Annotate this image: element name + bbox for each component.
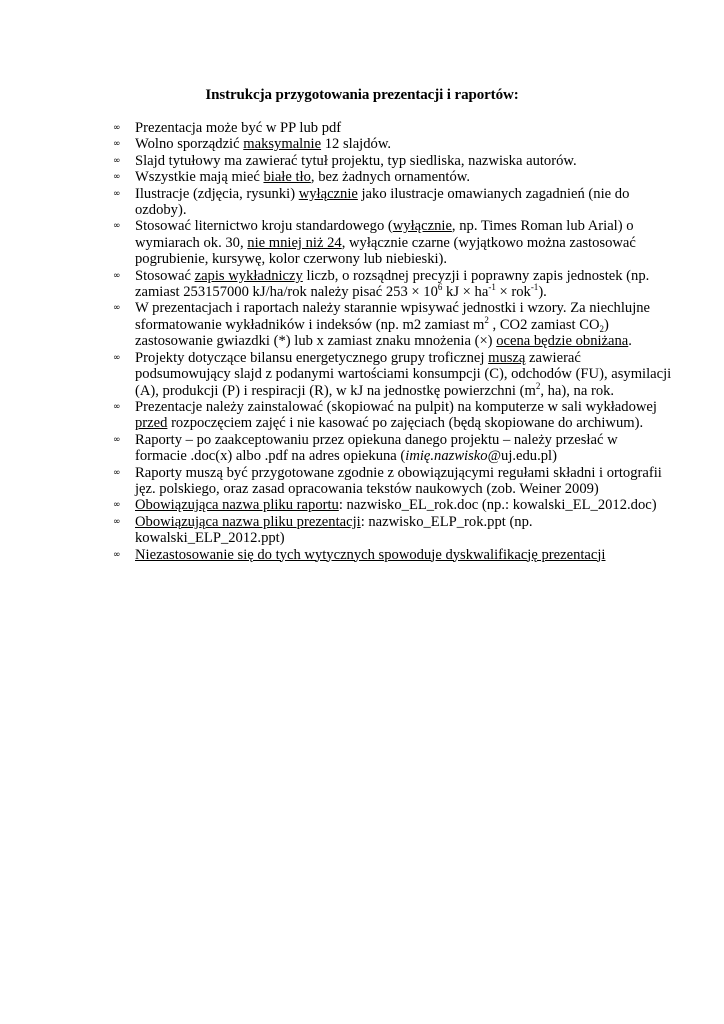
- infinity-icon: ∞: [113, 123, 121, 133]
- list-item: ∞ Ilustracje (zdjęcia, rysunki) wyłącznie jako ilustracje omawianych zagadnień (nie do ozdoby).: [113, 185, 630, 219]
- list-item: ∞ W prezentacjach i raportach należy starannie wpisywać jednostki i wzory. Za niechlujne sformatowanie wykładników i indeksów (np. m2 zamiast $m^2$ , CO2 zamiast $CO_2$) zastosowanie gwiazdki (*) lub x zamiast znaku mnożenia (×) ocena będzie obniżana.: [113, 300, 651, 350]
- list-item: ∞ Raporty muszą być przygotowane zgodnie z obowiązującymi regułami składni i ortografii jęz. polskiego, oraz zasad opracowania tekstów naukowych (zob. Weiner 2009): [113, 464, 662, 497]
- list-item: ∞ Obowiązująca nazwa pliku raportu: nazwisko_EL_rok.doc (np.: kowalski_EL_2012.doc): [113, 497, 657, 514]
- infinity-icon: ∞: [113, 467, 121, 478]
- list-item: ∞ Niezastosowanie się do tych wytycznych spowoduje dyskwalifikację prezentacji: [113, 546, 606, 563]
- infinity-icon: ∞: [113, 221, 121, 232]
- document-title: Instrukcja przygotowania prezentacji i raportów:: [205, 87, 519, 103]
- list-item: ∞ Wszystkie mają mieć białe tło, bez żadnych ornamentów.: [113, 169, 471, 186]
- list-item: ∞ Projekty dotyczące bilansu energetycznego grupy troficznej muszą zawierać podsumowujący slajd z podanymi wartościami konsumpcji (C), odchodów (FU), asymilacji (A), produkcji (P) i respiracji (R), w kJ na jednostkę powierzchni ($m^2$, ha), na rok.: [113, 349, 672, 399]
- infinity-icon: ∞: [113, 500, 121, 511]
- infinity-icon: ∞: [113, 188, 121, 199]
- infinity-icon: ∞: [113, 352, 121, 363]
- list-item: ∞ Stosować zapis wykładniczy liczb, o rozsądnej precyzji i poprawny zapis jednostek (np. zamiast 253157000 kJ/ha/rok należy pisać $253 \times 10^6$ kJ × $ha^{-1} \times rok^{-1}$).: [113, 267, 650, 301]
- list-item: ∞ Stosować liternictwo kroju standardowego (wyłącznie, np. Times Roman lub Arial) o wymiarach ok. 30, nie mniej niż 24, wyłącznie czarne (wyjątkowo można zastosować pogrubienie, kursywę, kolor czerwony lub niebieski).: [113, 218, 636, 268]
- infinity-icon: ∞: [113, 434, 121, 445]
- instruction-list: [113, 120, 673, 563]
- list-item: ∞ Prezentacja może być w PP lub pdf: [113, 120, 342, 136]
- infinity-icon: ∞: [113, 270, 121, 281]
- infinity-icon: ∞: [113, 139, 121, 150]
- list-item: ∞ Obowiązująca nazwa pliku prezentacji: nazwisko_ELP_rok.ppt (np. kowalski_ELP_2012.ppt): [113, 513, 533, 547]
- infinity-icon: ∞: [113, 549, 121, 560]
- list-item: ∞ Raporty – po zaakceptowaniu przez opiekuna danego projektu – należy przesłać w formacie .doc(x) albo .pdf na adres opiekuna (imię.nazwisko@uj.edu.pl): [113, 431, 618, 465]
- infinity-icon: ∞: [113, 516, 121, 527]
- infinity-icon: ∞: [113, 155, 121, 166]
- infinity-icon: ∞: [113, 401, 121, 412]
- infinity-icon: ∞: [113, 172, 121, 183]
- email-placeholder: imię.nazwisko: [405, 448, 488, 465]
- list-item: ∞ Prezentacje należy zainstalować (skopiować na pulpit) na komputerze w sali wykładowej przed rozpoczęciem zajęć i nie kasować po zajęciach (będą skopiowane do archiwum).: [113, 398, 657, 432]
- infinity-icon: ∞: [113, 303, 121, 314]
- list-item: ∞ Slajd tytułowy ma zawierać tytuł projektu, typ siedliska, nazwiska autorów.: [113, 152, 577, 169]
- list-item: ∞ Wolno sporządzić maksymalnie 12 slajdów.: [113, 136, 392, 153]
